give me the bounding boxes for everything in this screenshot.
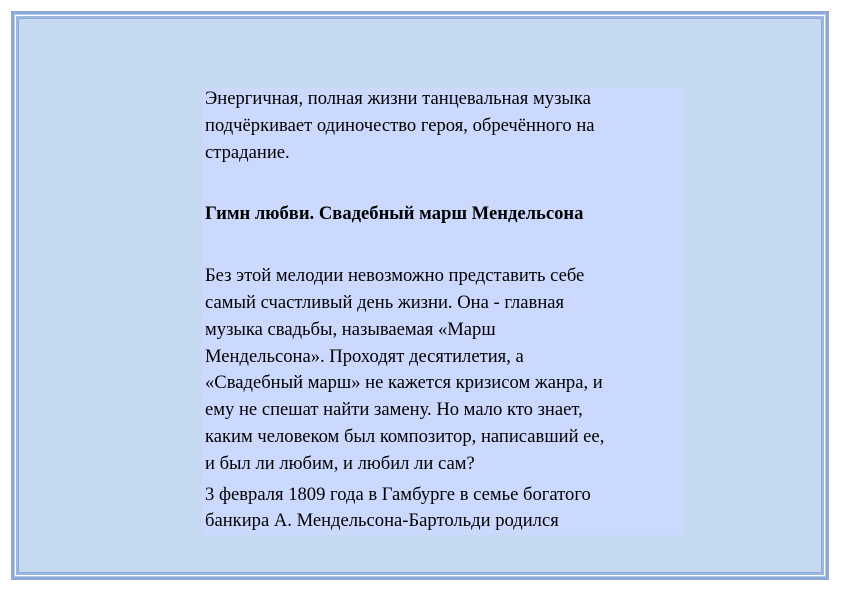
body-paragraph: Без этой мелодии невозможно представить себе самый счастливый день жизни. Она - главная музыка свадьбы, называемая «Марш Мендельсона». Проходят десятилетия, а «Свадебный марш» не кажется кризисом жанра, и ему не спешат найти замену. Но мало кто знает, каким человеком был композитор, написавший ее, и был ли любим, и любил ли сам? — [205, 265, 605, 474]
body-paragraph-continued: 3 февраля 1809 года в Гамбурге в семье богатого банкира А. Мендельсона-Бартольди родился — [205, 483, 591, 532]
text-box — [202, 87, 684, 535]
section-heading: Гимн любви. Свадебный марш Мендельсона — [205, 203, 584, 225]
slide-frame — [11, 11, 829, 580]
intro-paragraph: Энергичная, полная жизни танцевальная музыка подчёркивает одиночество героя, обречённого на страдание. — [205, 88, 595, 163]
